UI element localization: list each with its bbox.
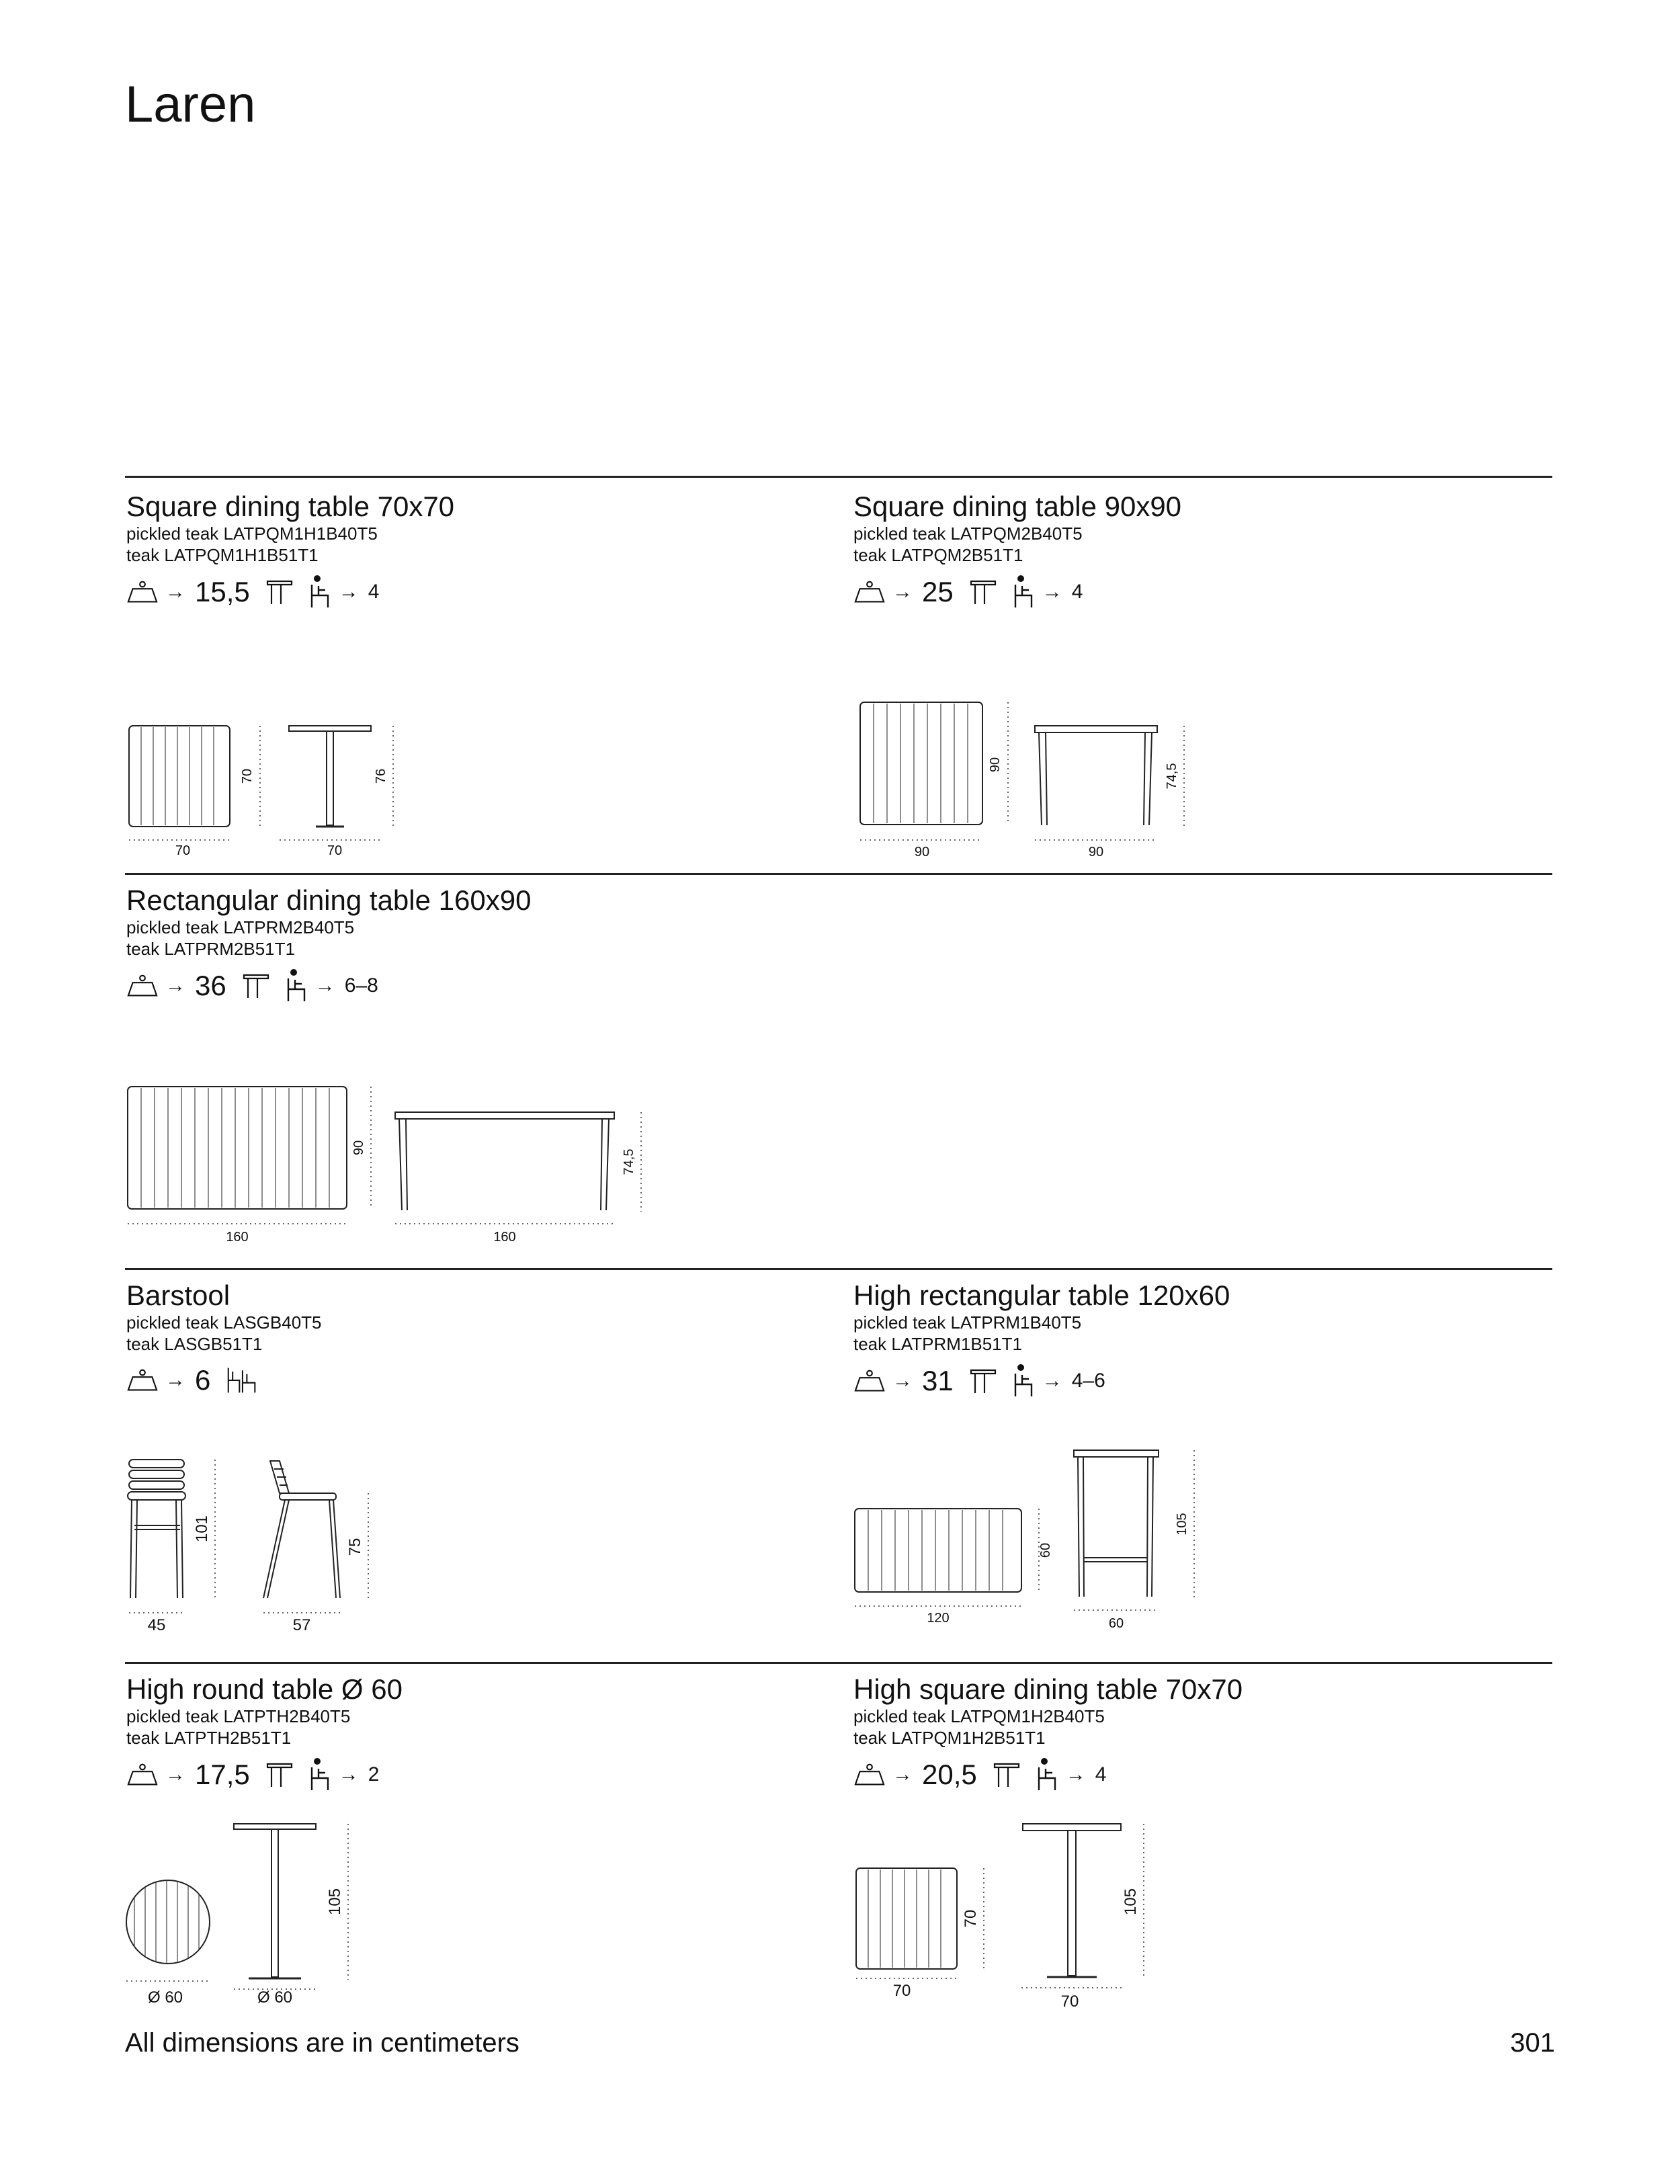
dim-depth: 90 <box>988 757 1003 773</box>
dim-width: 70 <box>175 843 191 858</box>
product-specs: → 31 → 4–6 <box>853 1364 1230 1398</box>
dim-side-width: 70 <box>1060 1992 1079 2011</box>
dim-height: 74,5 <box>622 1148 636 1175</box>
weight-kg-icon <box>853 1763 886 1786</box>
dim-width: 160 <box>226 1230 249 1245</box>
product-high-square-70 <box>853 1673 1243 1792</box>
table-icon <box>970 1368 997 1394</box>
dim-depth: 60 <box>1038 1542 1053 1558</box>
table-icon <box>266 1761 293 1788</box>
product-code: pickled teak LATPQM1H2B40T5 <box>853 1706 1105 1726</box>
weight-kg-icon <box>126 1763 159 1786</box>
dim-side-width: 160 <box>493 1230 516 1245</box>
table-icon <box>266 579 293 605</box>
product-code: pickled teak LATPRM2B40T5 <box>126 917 355 937</box>
weight-value: 15,5 <box>195 576 250 607</box>
table-icon <box>243 972 269 999</box>
product-square-90 <box>853 491 1181 609</box>
weight-value: 6 <box>195 1364 211 1396</box>
product-specs: → 6 <box>126 1364 322 1396</box>
seated-person-icon <box>284 969 308 1003</box>
divider <box>125 1268 1552 1270</box>
footer-note: All dimensions are in centimeters <box>125 2028 519 2058</box>
weight-kg-icon <box>853 1370 886 1392</box>
product-code: pickled teak LATPRM1B40T5 <box>853 1312 1082 1333</box>
weight-value: 36 <box>195 970 226 1001</box>
dim-width: Ø 60 <box>147 1988 183 2007</box>
product-code: teak LATPTH2B51T1 <box>126 1728 292 1748</box>
product-code: pickled teak LATPQM1H1B40T5 <box>126 523 378 544</box>
dim-height: 105 <box>326 1888 344 1916</box>
seated-person-icon <box>1035 1758 1059 1792</box>
product-code: teak LATPQM1H2B51T1 <box>853 1728 1046 1748</box>
product-square-70 <box>126 491 454 609</box>
weight-kg-icon <box>853 581 886 603</box>
product-code: teak LATPQM1H1B51T1 <box>126 545 319 565</box>
dim-depth: 70 <box>240 768 255 784</box>
dim-height: 105 <box>1122 1888 1140 1916</box>
dim-depth: 70 <box>962 1909 980 1928</box>
page-number: 301 <box>1510 2028 1555 2058</box>
product-code: pickled teak LASGB40T5 <box>126 1312 322 1333</box>
dim-side-width: 57 <box>292 1616 311 1634</box>
product-name: High round table Ø 60 <box>126 1673 403 1705</box>
seats-value: 4 <box>1095 1763 1107 1786</box>
seats-value: 2 <box>368 1763 380 1786</box>
dim-width: 70 <box>892 1982 911 2000</box>
product-rect-160 <box>126 884 531 1003</box>
seats-value: 4 <box>368 581 380 603</box>
weight-kg-icon <box>126 974 159 997</box>
weight-value: 31 <box>922 1365 954 1396</box>
dim-side-width: 60 <box>1108 1616 1124 1631</box>
dim-height: 105 <box>1175 1513 1189 1536</box>
seats-value: 6–8 <box>344 974 378 997</box>
dim-side-width: 90 <box>1088 845 1104 859</box>
product-name: Square dining table 70x70 <box>126 491 455 522</box>
divider <box>125 1662 1552 1664</box>
dim-seat-height: 75 <box>346 1538 364 1556</box>
dim-width: 45 <box>147 1616 166 1634</box>
page-title: Laren <box>125 76 256 133</box>
product-name: Rectangular dining table 160x90 <box>126 884 532 916</box>
product-high-round-60 <box>126 1673 403 1792</box>
drawing-barstool <box>121 1452 403 1636</box>
seated-person-icon <box>1011 575 1036 609</box>
product-name: High rectangular table 120x60 <box>853 1279 1230 1311</box>
dim-side-width: Ø 60 <box>257 1988 293 2007</box>
dim-depth: 90 <box>351 1140 366 1156</box>
dim-height: 101 <box>193 1515 211 1543</box>
drawing-high-round-60 <box>121 1814 363 2009</box>
seated-person-icon <box>308 575 332 609</box>
product-code: pickled teak LATPQM2B40T5 <box>853 523 1083 544</box>
product-name: High square dining table 70x70 <box>853 1673 1243 1705</box>
seats-value: 4–6 <box>1071 1370 1105 1392</box>
product-name: Square dining table 90x90 <box>853 491 1182 522</box>
divider <box>125 873 1552 875</box>
weight-value: 25 <box>922 576 954 607</box>
product-specs: → 25 → 4 <box>853 575 1181 609</box>
product-barstool <box>126 1279 322 1396</box>
product-code: teak LATPQM2B51T1 <box>853 545 1023 565</box>
drawing-high-rect-120 <box>848 1438 1211 1633</box>
divider <box>125 476 1552 478</box>
weight-value: 17,5 <box>195 1759 250 1790</box>
drawing-square-70 <box>121 712 417 860</box>
product-code: teak LATPRM2B51T1 <box>126 939 295 959</box>
weight-kg-icon <box>126 581 159 603</box>
seated-person-icon <box>308 1758 332 1792</box>
product-specs: → 36 → 6–8 <box>126 969 531 1003</box>
product-specs: → 20,5 → 4 <box>853 1758 1243 1792</box>
weight-kg-icon <box>126 1369 159 1392</box>
product-specs: → 15,5 → 4 <box>126 575 454 609</box>
drawing-rect-160 <box>121 1079 659 1247</box>
dim-width: 90 <box>914 845 930 859</box>
product-code: teak LATPRM1B51T1 <box>853 1334 1022 1354</box>
drawing-high-square-70 <box>848 1814 1171 2009</box>
seated-person-icon <box>1011 1364 1036 1398</box>
table-icon <box>970 579 997 605</box>
drawing-square-90 <box>848 692 1198 860</box>
product-code: pickled teak LATPTH2B40T5 <box>126 1706 351 1726</box>
dim-side-width: 70 <box>327 843 343 858</box>
table-icon <box>993 1761 1020 1788</box>
dim-height: 74,5 <box>1165 763 1179 790</box>
product-specs: → 17,5 → 2 <box>126 1758 403 1792</box>
dim-width: 120 <box>927 1611 950 1626</box>
product-code: teak LASGB51T1 <box>126 1334 263 1354</box>
product-name: Barstool <box>126 1279 230 1311</box>
seats-value: 4 <box>1071 581 1083 603</box>
stool-icon <box>226 1366 257 1395</box>
dim-height: 76 <box>374 768 388 784</box>
weight-value: 20,5 <box>922 1759 977 1790</box>
product-high-rect-120 <box>853 1279 1230 1398</box>
